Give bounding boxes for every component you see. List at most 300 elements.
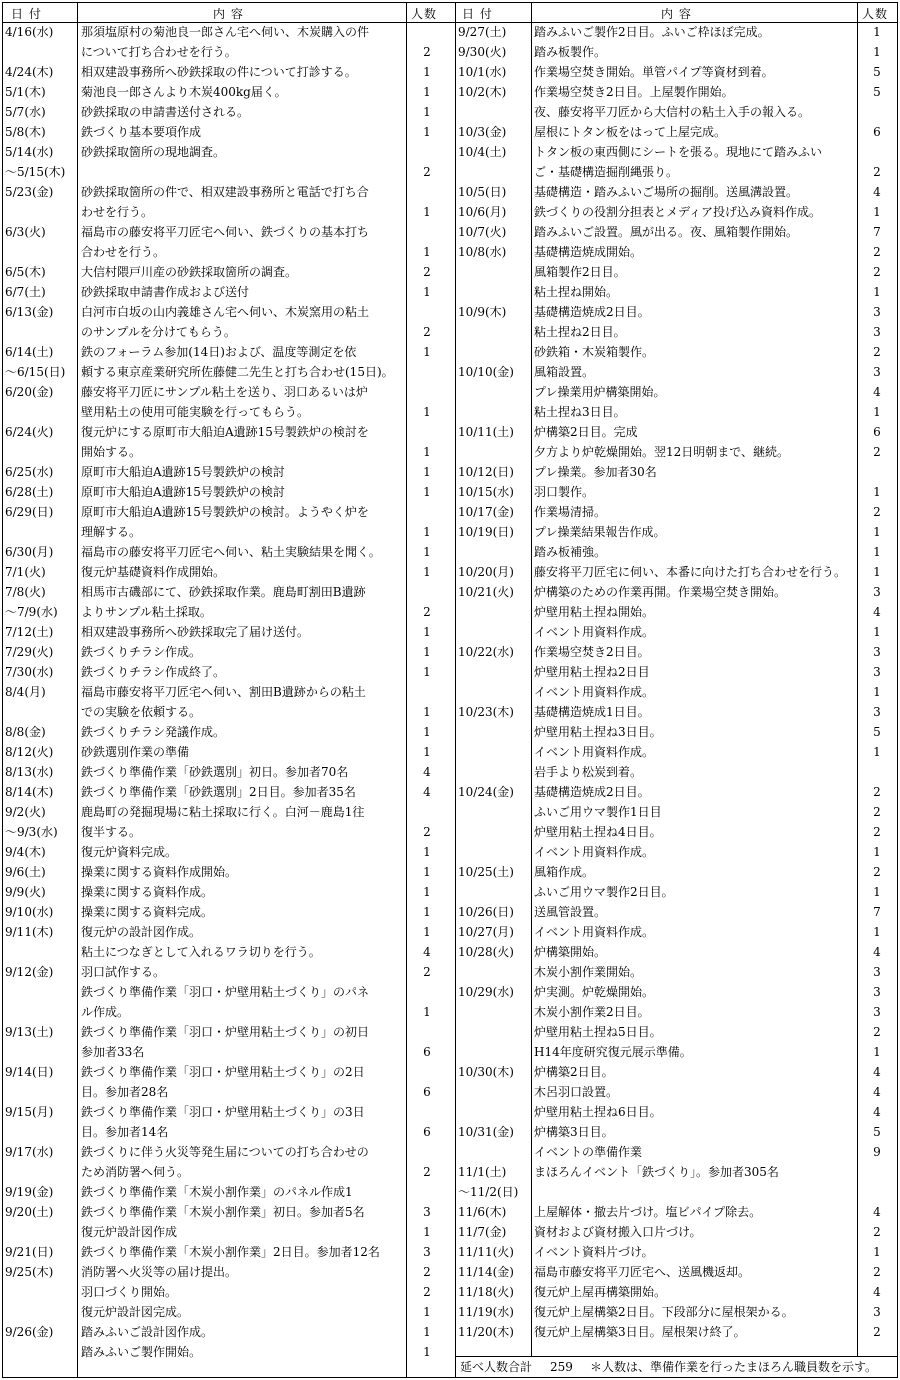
row-count: 2 <box>423 265 431 279</box>
row-content: 粘土捏ね開始。 <box>534 285 619 299</box>
header-count: 人数 <box>862 7 889 21</box>
row-date: 10/12(日) <box>458 465 514 479</box>
row-count: 2 <box>423 965 431 979</box>
row-count: 1 <box>873 485 881 499</box>
table-row <box>456 662 897 682</box>
row-count: 1 <box>423 485 431 499</box>
row-content: 炉壁用粘土捏ね6日目。 <box>534 1105 662 1119</box>
row-count: 1 <box>423 645 431 659</box>
table-row <box>456 1222 897 1242</box>
table-row <box>3 542 455 562</box>
row-content: 踏みふいご設置。風が出る。夜、風箱製作開始。 <box>534 225 799 239</box>
row-content: ふいご用ウマ製作2日目。 <box>534 885 674 899</box>
row-content: 理解する。 <box>81 525 142 539</box>
row-date: 11/18(火) <box>458 1285 514 1299</box>
row-content: 鉄づくりチラシ発議作成。 <box>81 725 226 739</box>
header-content: 内 容 <box>661 7 692 21</box>
row-content: 上屋解体・撤去片づけ。塩ビパイプ除去。 <box>534 1205 762 1219</box>
row-content: 屋根にトタン板をはって上屋完成。 <box>534 125 727 139</box>
row-content: 復元炉上屋構築2日目。下段部分に屋根架かる。 <box>534 1305 794 1319</box>
row-content: 白河市白坂の山内義雄さん宅へ伺い、木炭窯用の粘土 <box>81 305 370 319</box>
table-row <box>456 202 897 222</box>
row-content: 操業に関する資料作成。 <box>81 885 214 899</box>
row-count: 6 <box>873 125 881 139</box>
row-date <box>5 1162 75 1182</box>
row-content: 鉄づくりチラシ作成終了。 <box>81 665 226 679</box>
row-date: 10/6(月) <box>458 205 507 219</box>
row-date: 11/6(木) <box>458 1205 507 1219</box>
row-count <box>408 422 446 442</box>
row-count <box>408 982 446 1002</box>
table-row <box>3 702 455 722</box>
row-date <box>458 542 528 562</box>
row-count <box>408 1062 446 1082</box>
row-content: 作業場清掃。 <box>534 505 607 519</box>
row-date: 6/28(土) <box>5 485 54 499</box>
row-date: 9/6(土) <box>5 865 46 879</box>
row-count <box>859 102 895 122</box>
row-date: 11/14(金) <box>458 1265 514 1279</box>
row-content: 風箱設置。 <box>534 365 595 379</box>
row-content: 風箱製作2日目。 <box>534 265 626 279</box>
row-count: 7 <box>873 905 881 919</box>
row-date: 10/4(土) <box>458 145 507 159</box>
table-row <box>3 722 455 742</box>
row-content: 福島市の藤安将平刀匠宅へ伺い、粘土実験結果を聞く。 <box>81 545 381 559</box>
row-content: 木炭小割作業開始。 <box>534 965 643 979</box>
row-date: 5/1(木) <box>5 85 46 99</box>
row-count: 4 <box>873 185 881 199</box>
row-count: 1 <box>423 725 431 739</box>
row-content: 砂鉄採取の申請書送付される。 <box>81 105 250 119</box>
row-date: 9/10(水) <box>5 905 54 919</box>
row-date: 10/31(金) <box>458 1125 514 1139</box>
row-date <box>5 1082 75 1102</box>
row-date: 10/20(月) <box>458 565 514 579</box>
row-date <box>458 382 528 402</box>
row-content: ため消防署へ伺う。 <box>81 1165 190 1179</box>
row-count: 2 <box>873 805 881 819</box>
table-row <box>456 162 897 182</box>
row-date: 10/9(木) <box>458 305 507 319</box>
row-content: 粘土捏ね3日目。 <box>534 405 626 419</box>
table-row <box>456 542 897 562</box>
row-date: 10/2(木) <box>458 85 507 99</box>
row-date: 10/26(日) <box>458 905 514 919</box>
row-date <box>458 822 528 842</box>
row-content: 鉄づくりに伴う火災等発生届についての打ち合わせの <box>81 1145 369 1159</box>
table-row <box>456 1202 897 1222</box>
table-row <box>3 842 455 862</box>
row-count: 1 <box>423 85 431 99</box>
row-date <box>458 722 528 742</box>
row-content: 鉄づくり準備作業「羽口・炉壁用粘土づくり」の初日 <box>81 1025 370 1039</box>
row-date <box>5 1302 75 1322</box>
row-date: 9/11(木) <box>5 925 54 939</box>
row-date: 6/5(木) <box>5 265 46 279</box>
row-content: 岩手より松炭到着。 <box>534 765 643 779</box>
row-date: 9/25(木) <box>5 1265 54 1279</box>
row-content: 作業場空焚き2日目。上屋製作開始。 <box>534 85 734 99</box>
table-row <box>3 142 455 162</box>
row-date: 10/1(水) <box>458 65 507 79</box>
row-date <box>458 842 528 862</box>
row-date: ～7/9(水) <box>5 605 58 619</box>
table-row <box>3 1342 455 1362</box>
table-row <box>3 1202 455 1222</box>
row-date: 6/30(月) <box>5 545 54 559</box>
row-count: 1 <box>873 925 881 939</box>
row-content: 復元炉上屋再構築開始。 <box>534 1285 667 1299</box>
row-count: 4 <box>423 945 431 959</box>
row-count: 2 <box>423 45 431 59</box>
row-count <box>408 142 446 162</box>
table-row <box>3 442 455 462</box>
row-date <box>5 702 75 722</box>
row-content: 頼する東京産業研究所佐藤健二先生と打ち合わせ(15日)。 <box>81 365 394 379</box>
row-date: 9/26(金) <box>5 1325 54 1339</box>
row-count: 3 <box>873 365 881 379</box>
row-content: 鉄づくり準備作業「羽口・炉壁用粘土づくり」の3日 <box>81 1105 365 1119</box>
table-row <box>3 162 455 182</box>
row-count: 2 <box>873 1265 881 1279</box>
row-content: 踏み板製作。 <box>534 45 607 59</box>
row-count <box>859 1182 895 1202</box>
table-row <box>3 562 455 582</box>
row-count: 3 <box>873 585 881 599</box>
row-date: ～11/2(日) <box>458 1185 519 1199</box>
row-date <box>458 622 528 642</box>
row-content: 大信村隈戸川産の砂鉄採取箇所の調査。 <box>81 265 298 279</box>
row-content: 炉壁用粘土捏ね5日目。 <box>534 1025 662 1039</box>
row-content: 基礎構造・踏みふいご場所の掘削。送風溝設置。 <box>534 185 799 199</box>
header-date: 日 付 <box>462 7 493 21</box>
table-row <box>3 62 455 82</box>
table-row <box>3 122 455 142</box>
row-count: 2 <box>873 785 881 799</box>
row-content: 炉構築2日目。 <box>534 1065 614 1079</box>
table-row <box>456 1162 897 1182</box>
table-row <box>3 682 455 702</box>
table-row <box>456 602 897 622</box>
row-date: 9/13(土) <box>5 1025 54 1039</box>
table-row <box>3 982 455 1002</box>
table-footer <box>456 1356 897 1377</box>
table-row <box>3 322 455 342</box>
row-content: 目。参加者28名 <box>81 1085 169 1099</box>
row-content: プレ操業結果報告作成。 <box>534 525 666 539</box>
row-content: 壁用粘土の使用可能実験を行ってもらう。 <box>81 405 310 419</box>
row-content: 藤安将平刀匠にサンプル粘土を送り、羽口あるいは炉 <box>81 385 368 399</box>
row-date <box>458 602 528 622</box>
table-row <box>3 282 455 302</box>
row-date <box>5 1122 75 1142</box>
row-count: 2 <box>423 165 431 179</box>
table-row <box>456 762 897 782</box>
row-content: 風箱作成。 <box>534 865 595 879</box>
row-count: 2 <box>423 325 431 339</box>
row-count: 1 <box>423 865 431 879</box>
table-row <box>456 622 897 642</box>
row-count: 2 <box>873 165 881 179</box>
table-row <box>3 942 455 962</box>
row-date: 5/23(金) <box>5 185 54 199</box>
table-row <box>3 1282 455 1302</box>
row-content: 基礎構造焼成開始。 <box>534 245 643 259</box>
row-content: 夜、藤安将平刀匠から大信村の粘土入手の報入る。 <box>534 105 811 119</box>
row-date: 10/8(水) <box>458 245 507 259</box>
row-content: イベント資料片づけ。 <box>534 1245 654 1259</box>
row-date: 5/7(水) <box>5 105 46 119</box>
table-row <box>3 1122 455 1142</box>
row-content: 原町市大船迫A遺跡15号製鉄炉の検討 <box>81 465 285 479</box>
row-count: 1 <box>873 565 881 579</box>
row-content: 鉄づくり準備作業「木炭小割作業」のパネル作成1 <box>81 1185 353 1199</box>
row-count: 1 <box>423 245 431 259</box>
row-content: 炉構築3日目。 <box>534 1125 614 1139</box>
row-date <box>458 322 528 342</box>
table-row <box>3 1182 455 1202</box>
row-date: 11/19(水) <box>458 1305 514 1319</box>
row-content: 炉構築開始。 <box>534 945 607 959</box>
table-row <box>3 502 455 522</box>
row-content: 炉実測。炉乾燥開始。 <box>534 985 655 999</box>
row-count: 1 <box>423 285 431 299</box>
table-row <box>456 302 897 322</box>
row-content: 炉壁用粘土捏ね2日目 <box>534 665 650 679</box>
row-content: 菊池良一郎さんより木炭400kg届く。 <box>81 85 287 99</box>
table-row <box>456 82 897 102</box>
row-content: 原町市大船迫A遺跡15号製鉄炉の検討 <box>81 485 285 499</box>
table-row <box>3 1322 455 1342</box>
row-date <box>5 982 75 1002</box>
row-count: 1 <box>423 445 431 459</box>
table-row <box>3 822 455 842</box>
table-row <box>3 1102 455 1122</box>
row-date: 11/7(金) <box>458 1225 507 1239</box>
row-content: H14年度研究復元展示準備。 <box>534 1045 692 1059</box>
row-count: 2 <box>873 1325 881 1339</box>
row-count: 1 <box>423 1325 431 1339</box>
row-date: ～5/15(木) <box>5 165 66 179</box>
row-content: 操業に関する資料完成。 <box>81 905 214 919</box>
row-count: 2 <box>873 345 881 359</box>
table-row <box>456 562 897 582</box>
table-row <box>456 862 897 882</box>
row-content: 羽口製作。 <box>534 485 595 499</box>
row-count: 1 <box>423 925 431 939</box>
table-row <box>3 342 455 362</box>
row-date <box>458 1042 528 1062</box>
row-date: 8/12(火) <box>5 745 54 759</box>
row-date: 10/22(水) <box>458 645 514 659</box>
row-date: 10/19(日) <box>458 525 514 539</box>
row-count: 4 <box>873 1105 881 1119</box>
table-row <box>456 722 897 742</box>
row-date: ～9/3(水) <box>5 825 58 839</box>
row-count <box>408 802 446 822</box>
row-date: 9/2(火) <box>5 805 46 819</box>
table-row <box>456 642 897 662</box>
row-content: 相馬市古磯部にて、砂鉄採取作業。鹿島町割田B遺跡 <box>81 585 366 599</box>
row-content: 基礎構造焼成1日目。 <box>534 705 650 719</box>
row-content: 羽口づくり開始。 <box>81 1285 178 1299</box>
table-row <box>3 522 455 542</box>
row-date <box>458 762 528 782</box>
table-row <box>456 1122 897 1142</box>
row-date <box>458 402 528 422</box>
row-count: 9 <box>873 1145 881 1159</box>
row-content: 操業に関する資料作成開始。 <box>81 865 238 879</box>
row-content: イベント用資料作成。 <box>534 745 655 759</box>
row-count: 1 <box>423 845 431 859</box>
row-date: 9/9(火) <box>5 885 46 899</box>
row-date <box>458 742 528 762</box>
row-count: 1 <box>423 1305 431 1319</box>
row-content: 作業場空焚き開始。単管パイプ等資材到着。 <box>534 65 774 79</box>
row-date <box>5 442 75 462</box>
table-row <box>456 242 897 262</box>
table-row <box>3 1002 455 1022</box>
row-count: 4 <box>873 945 881 959</box>
row-count: 1 <box>873 625 881 639</box>
total-value: 259 <box>550 1360 573 1374</box>
table-row <box>456 882 897 902</box>
row-date: 7/12(土) <box>5 625 54 639</box>
row-date: 6/3(火) <box>5 225 46 239</box>
table-row <box>456 742 897 762</box>
row-count: 1 <box>423 545 431 559</box>
row-date <box>5 1042 75 1062</box>
row-count: 1 <box>873 545 881 559</box>
row-content: 鉄づくり準備作業「木炭小割作業」2日目。参加者12名 <box>81 1245 380 1259</box>
row-count: 1 <box>423 125 431 139</box>
row-count: 3 <box>873 665 881 679</box>
row-content: 復元炉基礎資料作成開始。 <box>81 565 226 579</box>
row-count <box>859 142 895 162</box>
row-content: 復元炉上屋構築3日目。屋根架け終了。 <box>534 1325 746 1339</box>
table-row <box>456 502 897 522</box>
row-date: 10/30(木) <box>458 1065 514 1079</box>
row-content: 炉壁用粘土捏ね3日目。 <box>534 725 662 739</box>
row-count: 1 <box>873 1245 881 1259</box>
table-row <box>3 202 455 222</box>
row-date <box>5 322 75 342</box>
row-content: 鉄づくり基本要項作成 <box>81 125 202 139</box>
row-date: 10/28(火) <box>458 945 514 959</box>
table-header <box>3 3 455 23</box>
row-count: 5 <box>873 725 881 739</box>
footnote: ＊人数は、準備作業を行ったまほろん職員数を示す。 <box>590 1360 878 1374</box>
row-date <box>458 442 528 462</box>
row-count: 3 <box>873 1005 881 1019</box>
row-date: 6/24(火) <box>5 425 54 439</box>
row-content: トタン板の東西側にシートを張る。現地にて踏みふい <box>534 145 823 159</box>
row-count: 6 <box>423 1085 431 1099</box>
row-content: 鉄づくり準備作業「木炭小割作業」初日。参加者5名 <box>81 1205 365 1219</box>
row-count: 2 <box>873 265 881 279</box>
row-count: 1 <box>873 405 881 419</box>
row-date: 6/14(土) <box>5 345 54 359</box>
table-row <box>456 1142 897 1162</box>
table-row <box>3 1162 455 1182</box>
row-count <box>408 1142 446 1162</box>
row-count: 1 <box>423 465 431 479</box>
header-date: 日 付 <box>11 7 42 21</box>
row-date: 4/24(木) <box>5 65 54 79</box>
row-count: 2 <box>873 865 881 879</box>
row-content: 復元炉にする原町市大船迫A遺跡15号製鉄炉の検討を <box>81 425 369 439</box>
row-count: 1 <box>423 1005 431 1019</box>
table-row <box>456 382 897 402</box>
row-content: 相双建設事務所へ砂鉄採取の件について打診する。 <box>81 65 357 79</box>
table-row <box>3 742 455 762</box>
row-date <box>458 1082 528 1102</box>
table-row <box>3 362 455 382</box>
row-count: 6 <box>423 1045 431 1059</box>
row-count: 1 <box>423 905 431 919</box>
table-row <box>456 1282 897 1302</box>
table-row <box>456 782 897 802</box>
row-count <box>408 682 446 702</box>
row-count: 4 <box>873 385 881 399</box>
row-content: 基礎構造焼成2日目。 <box>534 305 650 319</box>
row-content: 合わせを行う。 <box>81 245 166 259</box>
row-date: 9/21(日) <box>5 1245 54 1259</box>
row-date: 6/20(金) <box>5 385 54 399</box>
row-date: 4/16(水) <box>5 25 54 39</box>
table-row <box>3 802 455 822</box>
row-count: 1 <box>423 745 431 759</box>
row-date: 10/7(火) <box>458 225 507 239</box>
table-row <box>3 962 455 982</box>
row-content: 福島市の藤安将平刀匠宅へ伺い、鉄づくりの基本打ち <box>81 225 370 239</box>
right-column-table <box>455 3 897 1377</box>
table-row <box>456 282 897 302</box>
row-date <box>458 1002 528 1022</box>
table-row <box>3 602 455 622</box>
row-count: 4 <box>873 605 881 619</box>
row-content: イベントの準備作業 <box>534 1145 643 1159</box>
row-date: 11/20(木) <box>458 1325 514 1339</box>
table-row <box>456 122 897 142</box>
row-count: 2 <box>873 245 881 259</box>
table-row <box>3 782 455 802</box>
row-count <box>408 582 446 602</box>
table-row <box>3 762 455 782</box>
row-count: 3 <box>873 305 881 319</box>
table-row <box>3 102 455 122</box>
table-row <box>3 382 455 402</box>
row-count: 4 <box>873 1285 881 1299</box>
row-content: 消防署へ火災等の届け提出。 <box>81 1265 238 1279</box>
row-content: 炉構築2日目。完成 <box>534 425 638 439</box>
table-row <box>3 1302 455 1322</box>
row-date: 9/15(月) <box>5 1105 54 1119</box>
table-row <box>3 882 455 902</box>
row-date: 8/8(金) <box>5 725 46 739</box>
row-date <box>5 942 75 962</box>
row-count <box>859 762 895 782</box>
table-row <box>3 482 455 502</box>
table-row <box>456 1022 897 1042</box>
row-date: 10/21(火) <box>458 585 514 599</box>
table-row <box>456 902 897 922</box>
row-content: 復元炉設計図作成 <box>81 1225 178 1239</box>
row-content: 鉄づくりチラシ作成。 <box>81 645 202 659</box>
table-row <box>3 242 455 262</box>
row-date: 9/4(木) <box>5 845 46 859</box>
